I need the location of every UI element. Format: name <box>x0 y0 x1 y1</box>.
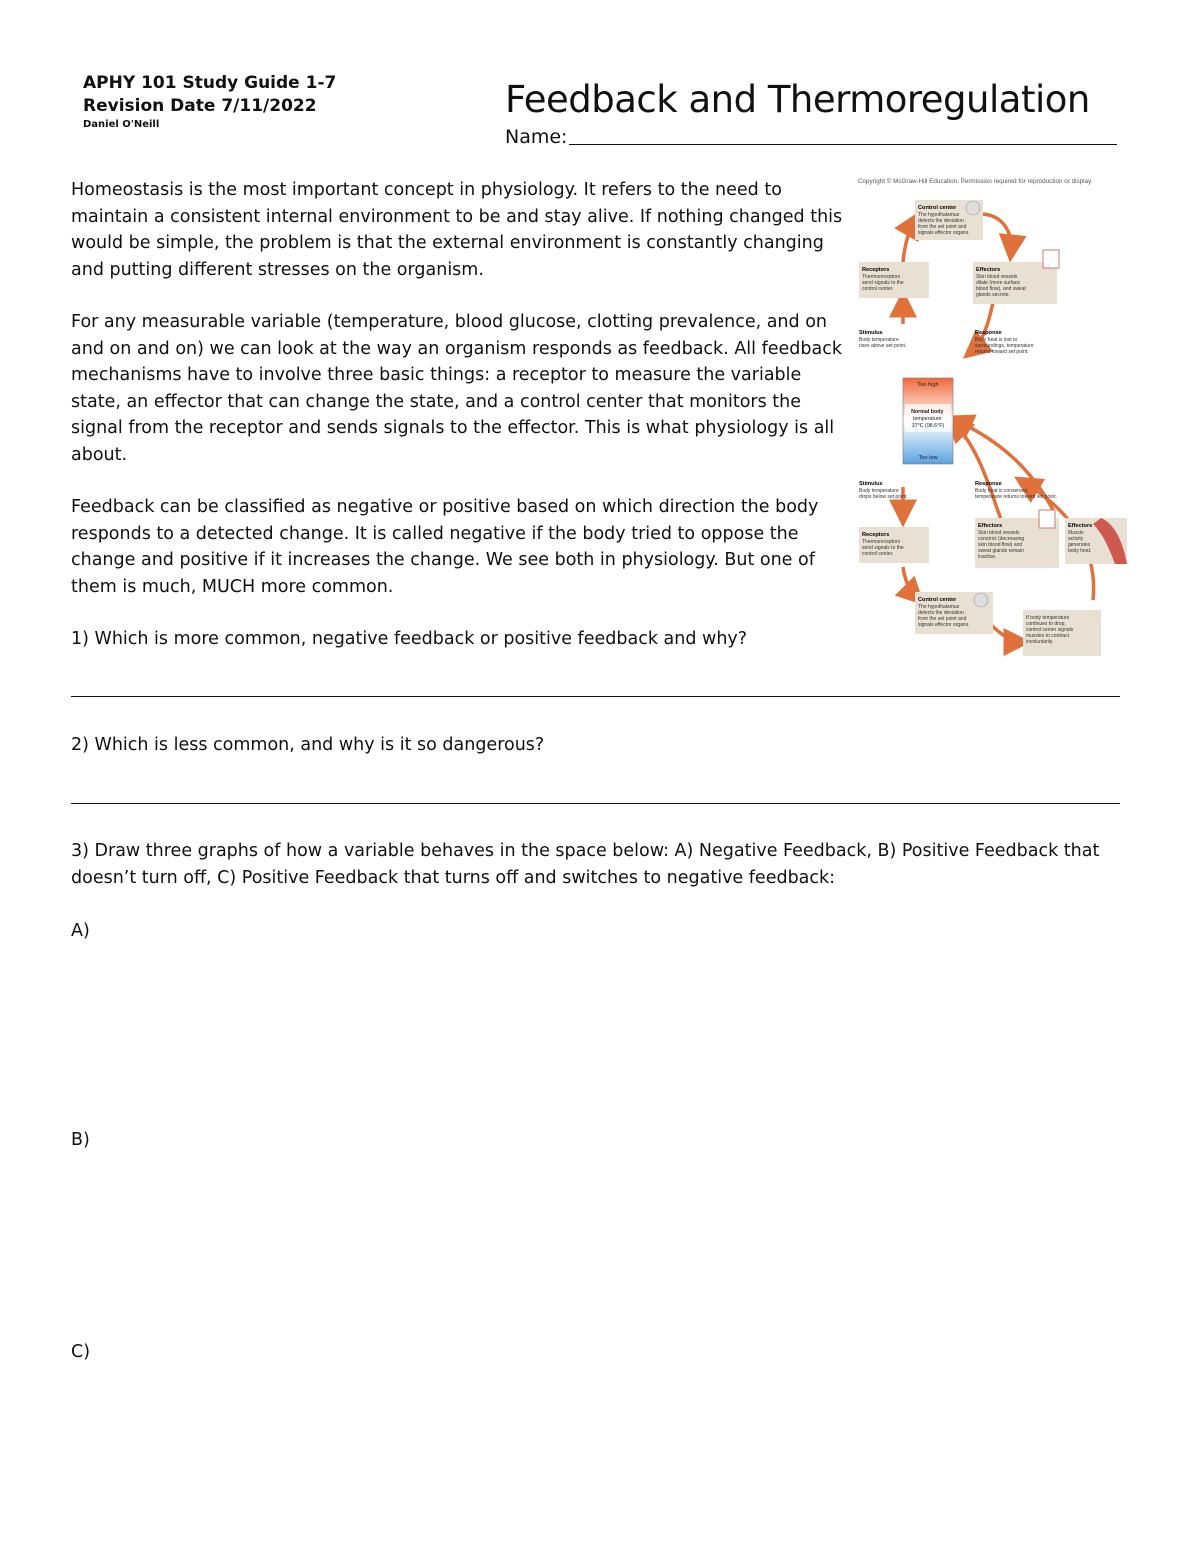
top-receptors-title: Receptors <box>862 267 890 273</box>
top-control-title: Control center <box>918 205 957 211</box>
top-stimulus-text: Body temperature rises above set point. <box>859 337 907 349</box>
name-label: Name: <box>505 126 568 148</box>
name-field[interactable] <box>505 126 1117 148</box>
answer-line-2[interactable] <box>71 803 1120 804</box>
bar-too-low: Too low <box>918 455 938 461</box>
bottom-response-text: Body heat is conserved, temperature returns toward set point. <box>975 488 1057 500</box>
author-name: Daniel O'Neill <box>83 119 160 130</box>
bottom-stimulus-title: Stimulus <box>859 481 883 487</box>
muscle-effectors-text: Muscle activity generates body heat. <box>1068 530 1092 554</box>
bottom-receptors-text: Thermoreceptors send signals to the control center. <box>862 539 904 557</box>
bottom-effectors-title: Effectors <box>978 523 1003 529</box>
bottom-control-title: Control center <box>918 597 957 603</box>
bottom-receptors-title: Receptors <box>862 532 890 538</box>
top-response-text: Body heat is lost to surroundings, temperature returns toward set point. <box>975 337 1034 355</box>
intro-paragraph: Homeostasis is the most important concept in physiology. It refers to the need to maintain a consistent internal environment to be and stay alive. If nothing changed this would be simple, the problem is that the external environment is constantly changing and putting different stresses on the organism. <box>71 180 843 280</box>
graph-label-c: C) <box>71 1342 91 1362</box>
shivering-text: If body temperature continues to drop, control center signals muscles to contract involuntarily. <box>1026 615 1074 645</box>
top-receptors-text: Thermoreceptors send signals to the control center. <box>862 274 904 292</box>
name-underline[interactable] <box>569 144 1117 145</box>
bottom-stimulus-text: Body temperature drops below set point. <box>859 488 908 500</box>
bottom-response-title: Response <box>975 481 1002 487</box>
top-stimulus-title: Stimulus <box>859 330 883 336</box>
revision-date: Revision Date 7/11/2022 <box>83 96 317 116</box>
question-1: 1) Which is more common, negative feedback or positive feedback and why? <box>71 629 748 649</box>
header-block <box>83 72 336 132</box>
question-3-line-2: doesn’t turn off, C) Positive Feedback that turns off and switches to negative feedback: <box>71 868 836 888</box>
figure-copyright: Copyright © McGraw-Hill Education. Permission required for reproduction or display. <box>858 178 1093 185</box>
brain-icon <box>966 201 980 215</box>
classification-paragraph: Feedback can be classified as negative or positive based on which direction the body responds to a detected change. It is called negative if the body tried to oppose the change and positive if it increases the change. We see both in physiology. But one of them is much, MUCH more common. <box>71 497 819 597</box>
top-effectors-title: Effectors <box>976 267 1001 273</box>
bar-too-high: Too high <box>917 382 939 388</box>
graph-label-a: A) <box>71 921 90 941</box>
course-title: APHY 101 Study Guide 1-7 <box>83 73 337 93</box>
top-control-text: The hypothalamus detects the deviation from the set point and signals effector organs. <box>918 212 970 236</box>
answer-line-1[interactable] <box>71 696 1120 697</box>
thermoregulation-diagram <box>853 172 1133 662</box>
top-effectors-text: Skin blood vessels dilate (more surface blood flow), and sweat glands secrete. <box>976 274 1026 298</box>
graph-label-b: B) <box>71 1130 90 1150</box>
brain-icon-2 <box>974 593 988 607</box>
question-2: 2) Which is less common, and why is it so dangerous? <box>71 735 545 755</box>
normal-temp-text: Normal body temperature 37°C (98.6°F) <box>911 409 945 429</box>
muscle-effectors-title: Effectors <box>1068 523 1093 529</box>
bottom-effectors-text: Skin blood vessels constrict (decreasing skin blood flow) and sweat glands remain inactive. <box>978 530 1025 560</box>
top-response-title: Response <box>975 330 1002 336</box>
skin-block-icon-2 <box>1039 510 1055 528</box>
feedback-paragraph: For any measurable variable (temperature, blood glucose, clotting prevalence, and on and on and on) we can look at the way an organism responds as feedback. All feedback mechanisms have to involve three basic things: a receptor to measure the variable state, an effector that can change the state, and a control center that monitors the signal from the receptor and sends signals to the effector. This is what physiology is all about. <box>71 312 842 465</box>
bottom-control-text: The hypothalamus detects the deviation from the set point and signals effector organs. <box>918 604 970 628</box>
skin-block-icon <box>1043 250 1059 268</box>
page-title: Feedback and Thermoregulation <box>505 78 1090 121</box>
question-3-line-1: 3) Draw three graphs of how a variable behaves in the space below: A) Negative Feedback, B) Positive Feedback that <box>71 841 1100 861</box>
